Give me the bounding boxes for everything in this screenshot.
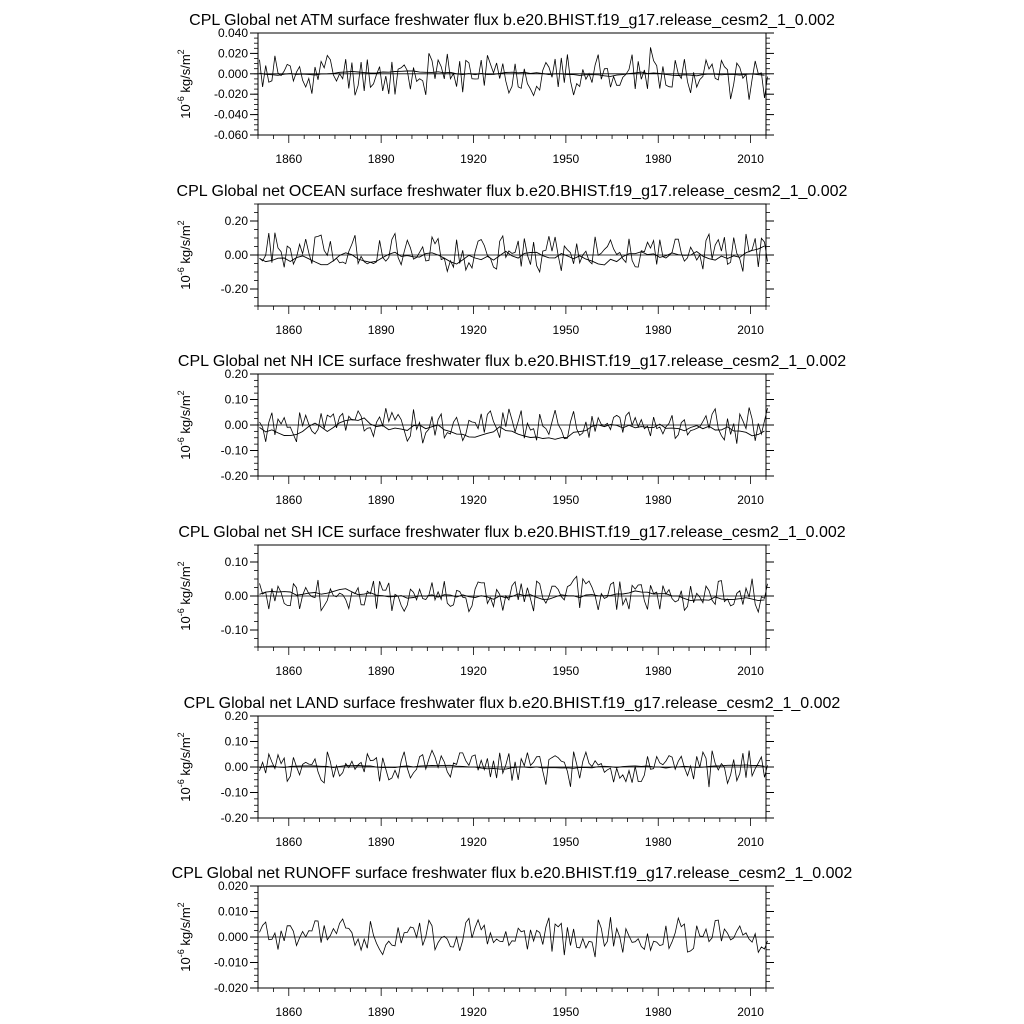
y-tick-label: 0.010: [217, 904, 248, 919]
x-tick-label: 1980: [644, 323, 672, 337]
y-tick-label: -0.20: [220, 282, 248, 296]
x-tick-label: 1980: [644, 835, 672, 849]
x-tick-label: 1950: [552, 835, 580, 849]
x-tick-label: 2010: [737, 152, 764, 166]
y-tick-label: -0.010: [213, 955, 248, 970]
x-tick-label: 1950: [552, 323, 580, 337]
x-tick-label: 1920: [460, 152, 487, 166]
x-tick-label: 1860: [275, 323, 303, 337]
y-axis-label: $10^{-6}$ $kg/s/m^2$: [176, 49, 193, 119]
x-tick-label: 1920: [460, 323, 487, 337]
chart-panel-2: [176, 183, 848, 337]
y-tick-label: 0.20: [224, 709, 248, 723]
y-tick-label: -0.020: [213, 981, 248, 995]
x-tick-label: 1920: [460, 493, 487, 507]
y-tick-label: -0.20: [220, 469, 248, 483]
y-tick-label: -0.020: [213, 87, 248, 102]
y-tick-label: -0.10: [220, 785, 248, 800]
chart-title: CPL Global net NH ICE surface freshwater flux b.e20.BHIST.f19_g17.release_cesm2_1_0.002: [177, 353, 847, 370]
chart-title: CPL Global net LAND surface freshwater flux b.e20.BHIST.f19_g17.release_cesm2_1_0.002: [183, 695, 841, 712]
x-tick-label: 1950: [552, 493, 580, 507]
y-axis-label: $10^{-6}$ $kg/s/m^2$: [176, 732, 193, 802]
series-line-1: [260, 576, 768, 612]
x-tick-label: 1950: [552, 664, 580, 678]
x-tick-label: 1950: [552, 152, 580, 166]
y-tick-label: -0.10: [220, 623, 248, 637]
y-tick-label: -0.040: [213, 107, 248, 122]
x-tick-label: 1920: [460, 664, 487, 678]
x-tick-label: 1890: [367, 493, 395, 507]
chart-panel-3: [176, 353, 846, 507]
y-tick-label: 0.00: [224, 418, 248, 432]
y-tick-label: 0.00: [224, 760, 248, 774]
y-tick-label: 0.20: [224, 367, 248, 381]
x-tick-label: 1890: [367, 835, 395, 849]
y-tick-label: 0.10: [224, 392, 248, 407]
chart-panel-4: [176, 524, 846, 678]
chart-panel-5: [176, 695, 840, 849]
x-tick-label: 1890: [367, 323, 395, 337]
series-line-1: [260, 750, 768, 787]
series-line-1: [260, 233, 768, 272]
y-tick-label: 0.00: [224, 248, 248, 262]
y-tick-label: 0.020: [217, 46, 248, 61]
chart-title: CPL Global net ATM surface freshwater flux b.e20.BHIST.f19_g17.release_cesm2_1_0.002: [189, 12, 835, 29]
x-tick-label: 1860: [275, 493, 303, 507]
x-tick-label: 1920: [460, 835, 487, 849]
x-tick-label: 1890: [367, 664, 395, 678]
x-tick-label: 1860: [275, 835, 303, 849]
x-tick-label: 2010: [737, 835, 764, 849]
y-tick-label: 0.000: [217, 66, 248, 81]
y-axis-label: $10^{-6}$ $kg/s/m^2$: [176, 902, 193, 972]
x-tick-label: 1860: [275, 664, 303, 678]
y-tick-label: 0.00: [224, 589, 248, 603]
y-tick-label: 0.10: [224, 555, 248, 569]
x-tick-label: 1920: [460, 1005, 487, 1019]
x-tick-label: 1860: [275, 1005, 303, 1019]
y-tick-label: 0.000: [217, 930, 248, 944]
chart-panel-6: [172, 865, 853, 1019]
y-tick-label: 0.020: [217, 879, 248, 893]
chart-title: CPL Global net RUNOFF surface freshwater flux b.e20.BHIST.f19_g17.release_cesm2_1_0.002: [171, 865, 853, 882]
y-axis-label: $10^{-6}$ $kg/s/m^2$: [176, 220, 193, 290]
y-tick-label: -0.10: [220, 443, 248, 458]
chart-title: CPL Global net OCEAN surface freshwater flux b.e20.BHIST.f19_g17.release_cesm2_1_0.002: [176, 183, 848, 200]
x-tick-label: 2010: [737, 664, 764, 678]
chart-panel-1: [176, 12, 835, 166]
y-axis-label: $10^{-6}$ $kg/s/m^2$: [176, 390, 193, 460]
x-tick-label: 1980: [644, 493, 672, 507]
x-tick-label: 1980: [644, 1005, 672, 1019]
x-tick-label: 1890: [367, 1005, 395, 1019]
x-tick-label: 1980: [644, 664, 672, 678]
x-tick-label: 1980: [644, 152, 672, 166]
y-tick-label: 0.040: [217, 26, 248, 40]
x-tick-label: 2010: [737, 323, 764, 337]
x-tick-label: 2010: [737, 1005, 764, 1019]
series-line-2: [260, 246, 765, 265]
x-tick-label: 1890: [367, 152, 395, 166]
x-tick-label: 2010: [737, 493, 764, 507]
x-tick-label: 1950: [552, 1005, 580, 1019]
y-axis-label: $10^{-6}$ $kg/s/m^2$: [176, 561, 193, 631]
y-tick-label: 0.20: [224, 214, 248, 228]
chart-title: CPL Global net SH ICE surface freshwater flux b.e20.BHIST.f19_g17.release_cesm2_1_0.002: [178, 524, 846, 541]
y-tick-label: -0.060: [213, 128, 248, 142]
x-tick-label: 1860: [275, 152, 303, 166]
y-tick-label: 0.10: [224, 734, 248, 749]
y-tick-label: -0.20: [220, 811, 248, 825]
